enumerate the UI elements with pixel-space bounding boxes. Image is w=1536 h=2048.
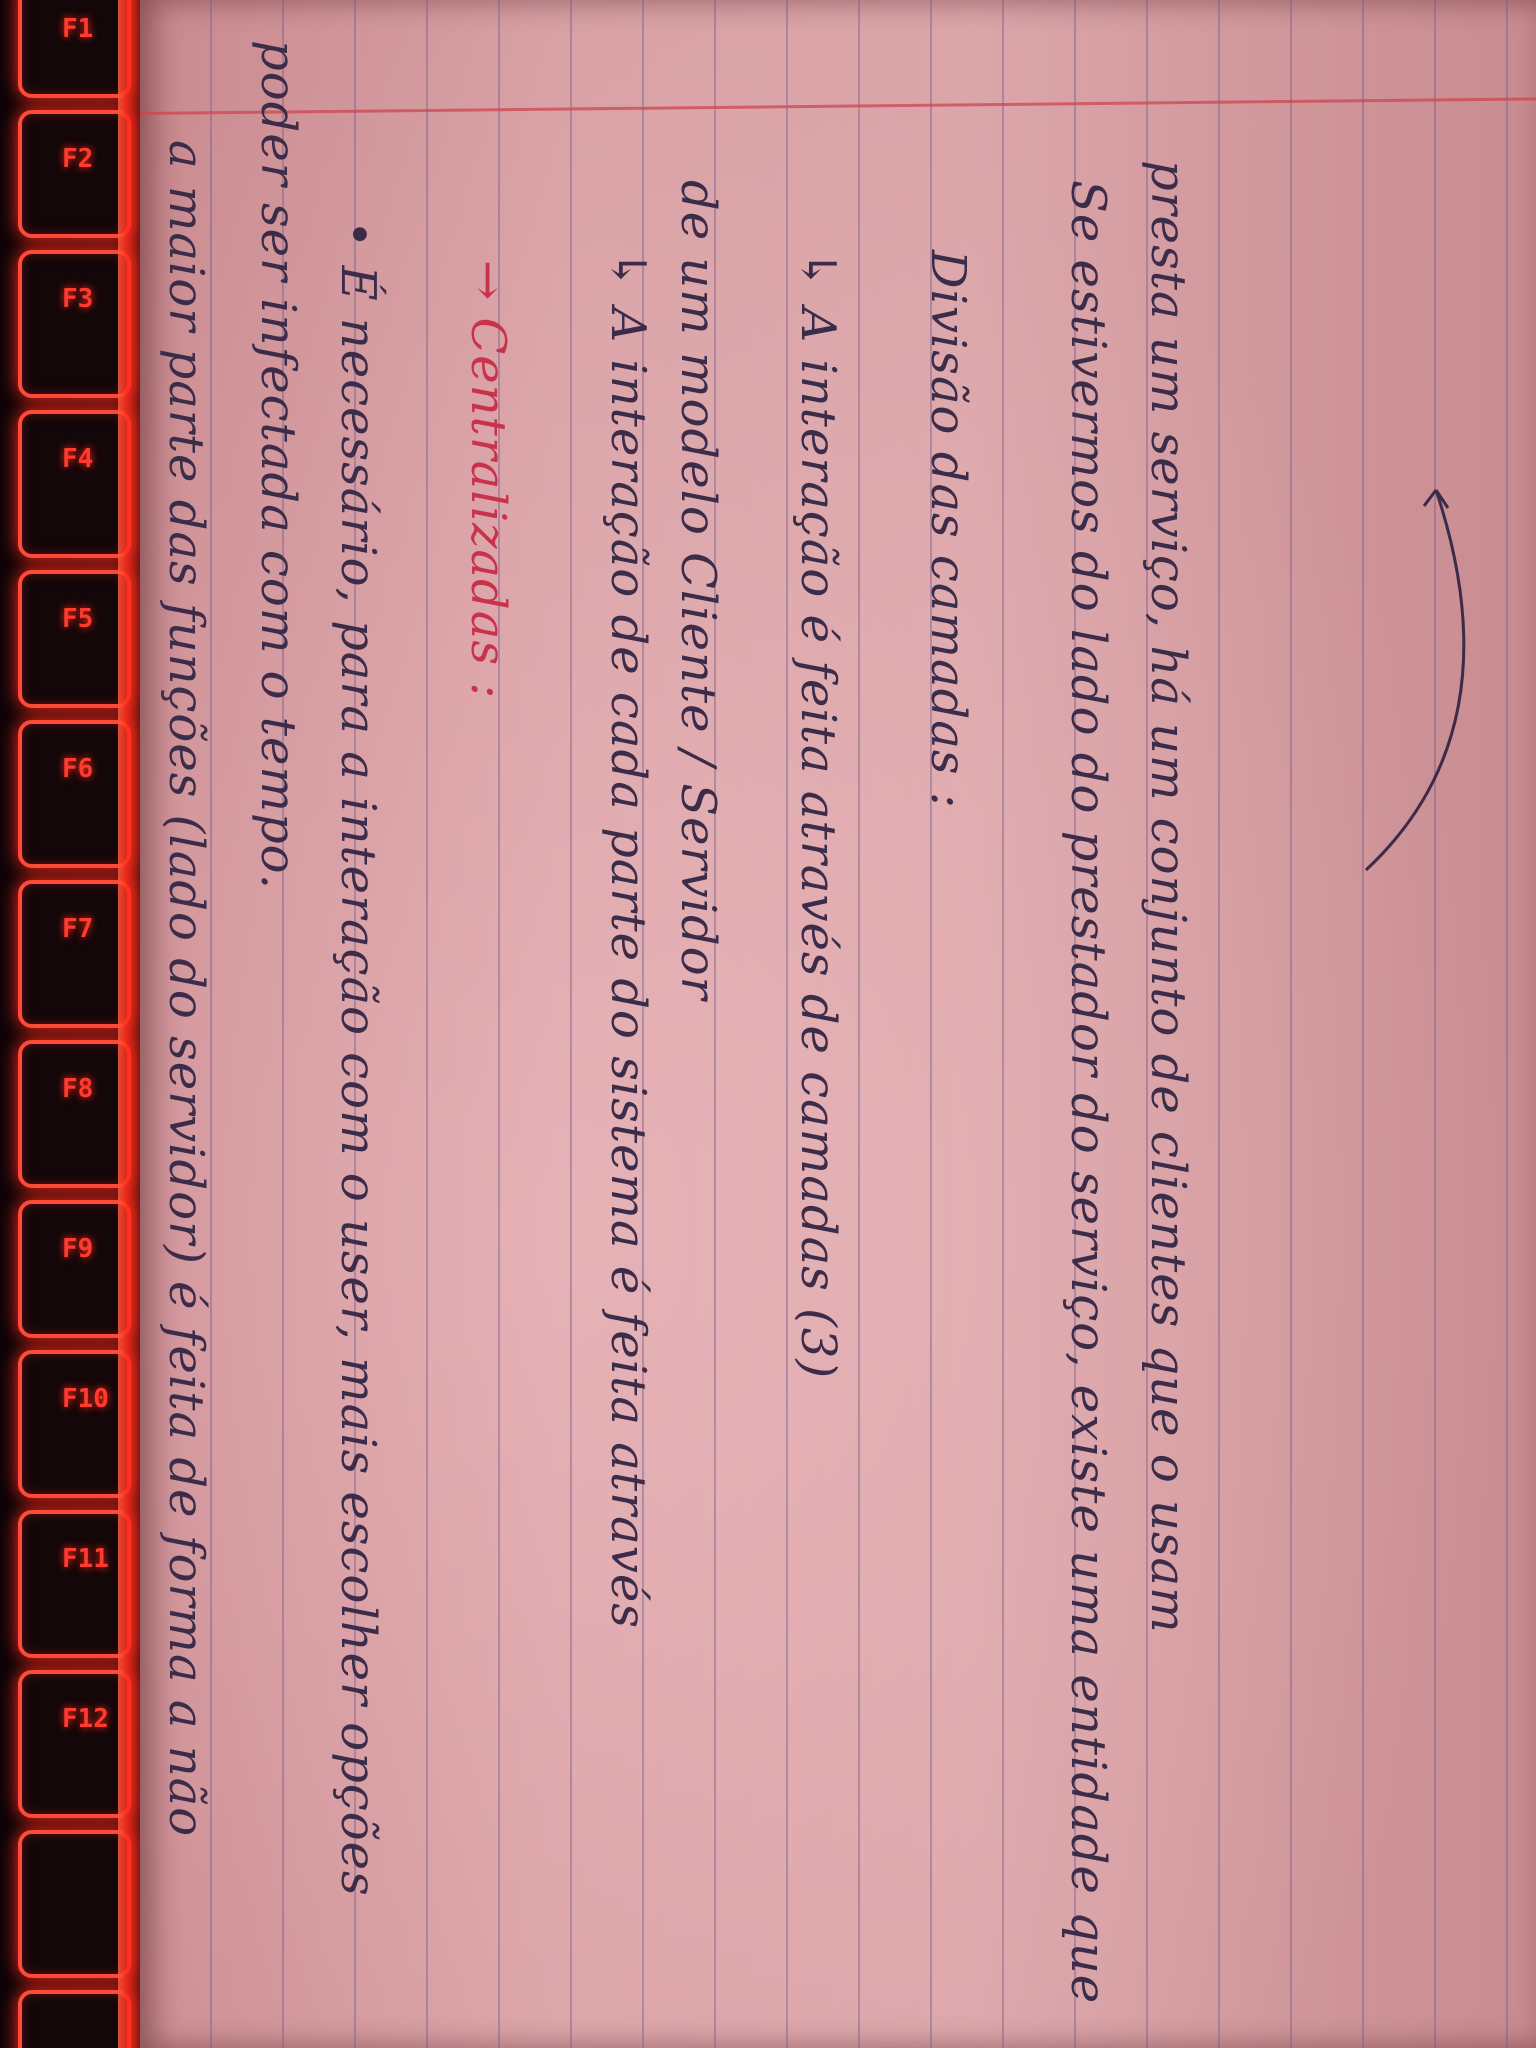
keyboard-key: [18, 410, 131, 558]
key-glyph: F6: [62, 754, 94, 784]
note-line-2: poder ser infectada com o tempo.: [250, 40, 306, 890]
keyboard-key: [18, 1350, 131, 1498]
keyboard-key: [18, 110, 131, 238]
note-line-8: Divisão das camadas :: [920, 250, 976, 809]
key-glyph: F10: [62, 1384, 109, 1414]
handwriting-area: [140, 0, 1536, 2048]
key-glyph: F1: [62, 14, 94, 44]
keyboard-key: [18, 720, 131, 868]
key-glyph: F2: [62, 144, 94, 174]
note-line-1: a maior parte das funções (lado do servidor) é feita de forma a não: [158, 140, 214, 1838]
key-glyph: F9: [62, 1234, 94, 1264]
key-glyph: F3: [62, 284, 94, 314]
note-line-7: ↳ A interação é feita através de camadas (3): [790, 250, 846, 1380]
curved-arrow-icon: [1356, 470, 1476, 890]
key-glyph: F7: [62, 914, 94, 944]
note-line-4-heading: → Centralizadas :: [460, 260, 516, 700]
notebook-page: [140, 0, 1536, 2048]
keyboard: [0, 0, 150, 2048]
keyboard-key: [18, 1670, 131, 1818]
keyboard-key: [18, 880, 131, 1028]
keyboard-key: [18, 250, 131, 398]
key-glyph: F8: [62, 1074, 94, 1104]
keyboard-key: [18, 0, 131, 98]
keyboard-key: [18, 1830, 131, 1978]
keyboard-key: [18, 1040, 131, 1188]
keyboard-key: [18, 570, 131, 708]
keyboard-key: [18, 1990, 131, 2048]
note-line-9: Se estivermos do lado do prestador do serviço, existe uma entidade que: [1060, 180, 1116, 2005]
note-line-5: ↳ A interação de cada parte do sistema é feita através: [600, 250, 656, 1629]
keyboard-key: [18, 1200, 131, 1338]
note-line-10: presta um serviço, há um conjunto de clientes que o usam: [1140, 160, 1196, 1634]
note-line-6: de um modelo Cliente / Servidor: [670, 180, 726, 1001]
keyboard-key: [18, 1510, 131, 1658]
note-rotator: [140, 0, 1536, 2048]
key-glyph: F12: [62, 1704, 109, 1734]
key-glyph: F4: [62, 444, 94, 474]
key-glyph: F5: [62, 604, 94, 634]
note-line-3: • É necessário, para a interação com o user, mais escolher opções: [330, 220, 386, 1897]
key-glyph: F11: [62, 1544, 109, 1574]
